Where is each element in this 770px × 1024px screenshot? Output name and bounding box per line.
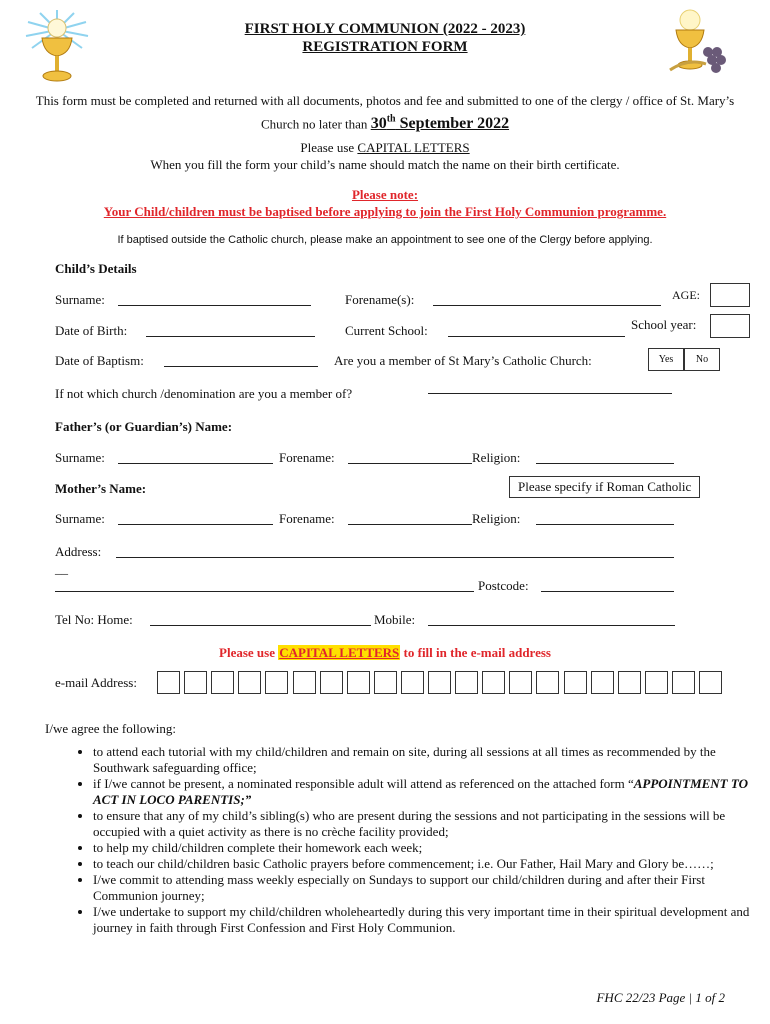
- email-char-box[interactable]: [645, 671, 668, 694]
- intro-text: This form must be completed and returned with all documents, photos and fee and submitted to one of the clergy / office of St. Mary’s Church no later than: [35, 93, 735, 132]
- form-title: [0, 20, 770, 56]
- father-surname-field[interactable]: [118, 463, 273, 464]
- father-heading: Father’s (or Guardian’s) Name:: [55, 419, 233, 434]
- father-forename-field[interactable]: [348, 463, 472, 464]
- agreement-item: • I/we commit to attending mass weekly especially on Sundays to support our child/children during and after their First Communion journey;: [93, 872, 763, 904]
- current-school-field[interactable]: [448, 336, 625, 337]
- current-school-label: Current School:: [345, 323, 428, 338]
- email-char-box[interactable]: [699, 671, 722, 694]
- father-forename-label: Forename:: [279, 450, 335, 465]
- father-surname-label: Surname:: [55, 450, 105, 465]
- father-religion-label: Religion:: [472, 450, 521, 465]
- agreement-intro: I/we agree the following:: [45, 721, 177, 736]
- other-church-label: If not which church /denomination are you a member of?: [55, 386, 353, 401]
- email-capital-emphasis: CAPITAL LETTERS: [279, 645, 400, 660]
- title-line-1: FIRST HOLY COMMUNION (2022 - 2023): [244, 21, 526, 37]
- capital-letters-notice: Please use CAPITAL LETTERS When you fill the form your child’s name should match the name on their birth certificate.: [0, 139, 770, 173]
- agreement-item: • to ensure that any of my child’s sibling(s) who are present during the sessions and not participating in the sessions will be occupied with a quiet activity as there is no crèche facility provided;: [93, 808, 763, 840]
- baptised-outside-text: If baptised outside the Catholic church, please make an appointment to see one of the Clergy before applying.: [117, 234, 653, 246]
- yes-label: Yes: [658, 354, 674, 365]
- agreement-list: [55, 744, 763, 936]
- email-char-box[interactable]: [211, 671, 234, 694]
- mother-religion-label: Religion:: [472, 511, 521, 526]
- agreement-item: • to teach our child/children basic Catholic prayers before commencement; i.e. Our Father, Hail Mary and Glory be……;: [93, 856, 763, 872]
- dob-field[interactable]: [146, 336, 315, 337]
- email-char-box[interactable]: [591, 671, 614, 694]
- child-surname-label: Surname:: [55, 292, 105, 307]
- address-line-1[interactable]: [116, 557, 674, 558]
- email-label: e-mail Address:: [55, 675, 137, 690]
- childs-details-heading: Child’s Details: [55, 261, 137, 276]
- child-surname-field[interactable]: [118, 305, 311, 306]
- tel-home-field[interactable]: [150, 625, 371, 626]
- mother-forename-field[interactable]: [348, 524, 472, 525]
- email-char-box[interactable]: [293, 671, 316, 694]
- no-label: No: [695, 354, 709, 365]
- email-char-box[interactable]: [374, 671, 397, 694]
- school-year-label: School year:: [631, 317, 697, 332]
- deadline-date: 30th September 2022: [370, 114, 510, 133]
- intro-paragraph: [30, 91, 740, 133]
- email-char-box[interactable]: [536, 671, 559, 694]
- mother-religion-field[interactable]: [536, 524, 674, 525]
- email-char-box[interactable]: [618, 671, 641, 694]
- note-text: Your Child/children must be baptised before applying to join the First Holy Communion programme.: [103, 204, 667, 219]
- loco-parentis-emphasis: APPOINTMENT TO ACT IN LOCO PARENTIS;”: [93, 776, 748, 807]
- mother-surname-field[interactable]: [118, 524, 273, 525]
- postcode-label: Postcode:: [478, 578, 529, 593]
- email-char-box[interactable]: [564, 671, 587, 694]
- agreement-item: • if I/we cannot be present, a nominated responsible adult will attend as referenced on the attached form “APPOINTMENT TO ACT IN LOCO PARENTIS;”: [93, 776, 763, 808]
- baptism-note: [0, 186, 770, 220]
- email-char-box[interactable]: [455, 671, 478, 694]
- other-church-field[interactable]: [428, 393, 672, 394]
- birth-certificate-note: When you fill the form your child’s name should match the name on their birth certificate.: [150, 157, 620, 172]
- address-label: Address:: [55, 544, 102, 559]
- email-char-box[interactable]: [428, 671, 451, 694]
- email-char-box[interactable]: [672, 671, 695, 694]
- mobile-label: Mobile:: [374, 612, 416, 627]
- email-char-box[interactable]: [157, 671, 180, 694]
- capital-letters-emphasis: CAPITAL LETTERS: [357, 140, 470, 155]
- title-line-2: REGISTRATION FORM: [302, 39, 468, 55]
- email-char-box[interactable]: [320, 671, 343, 694]
- member-question: Are you a member of St Mary’s Catholic Church:: [334, 353, 592, 368]
- child-forenames-field[interactable]: [433, 305, 661, 306]
- father-religion-field[interactable]: [536, 463, 674, 464]
- note-heading: Please note:: [351, 187, 419, 202]
- mother-surname-label: Surname:: [55, 511, 105, 526]
- baptism-date-label: Date of Baptism:: [55, 353, 144, 368]
- member-no-box[interactable]: [684, 348, 720, 371]
- postcode-field[interactable]: [541, 591, 674, 592]
- roman-catholic-note: Please specify if Roman Catholic: [509, 476, 700, 498]
- tel-home-label: Tel No: Home:: [55, 612, 133, 627]
- baptism-date-field[interactable]: [164, 366, 318, 367]
- agreement-item: • to attend each tutorial with my child/children and remain on site, during all sessions at all times as recommended by the Southwark safeguarding office;: [93, 744, 763, 776]
- agreement-item: • to help my child/children complete their homework each week;: [93, 840, 763, 856]
- school-year-box[interactable]: [710, 314, 750, 338]
- email-char-box[interactable]: [184, 671, 207, 694]
- agreement-item: • I/we undertake to support my child/children wholeheartedly during this very important time in their spiritual development and journey in faith through First Confession and First Holy Communion.: [93, 904, 763, 936]
- address-dash: __: [55, 561, 68, 576]
- email-char-box[interactable]: [347, 671, 370, 694]
- email-char-box[interactable]: [238, 671, 261, 694]
- email-char-box[interactable]: [509, 671, 532, 694]
- mobile-field[interactable]: [428, 625, 675, 626]
- address-line-2[interactable]: [55, 591, 474, 592]
- email-char-box[interactable]: [482, 671, 505, 694]
- email-char-box[interactable]: [401, 671, 424, 694]
- email-capital-notice: Please use CAPITAL LETTERS to fill in the e-mail address: [219, 645, 551, 660]
- mother-forename-label: Forename:: [279, 511, 335, 526]
- age-box[interactable]: [710, 283, 750, 307]
- page-footer: FHC 22/23 Page | 1 of 2: [596, 990, 725, 1005]
- member-yes-box[interactable]: [648, 348, 684, 371]
- dob-label: Date of Birth:: [55, 323, 128, 338]
- age-label: AGE:: [672, 288, 700, 302]
- child-forenames-label: Forename(s):: [345, 292, 415, 307]
- email-char-box[interactable]: [265, 671, 288, 694]
- mother-heading: Mother’s Name:: [55, 481, 147, 496]
